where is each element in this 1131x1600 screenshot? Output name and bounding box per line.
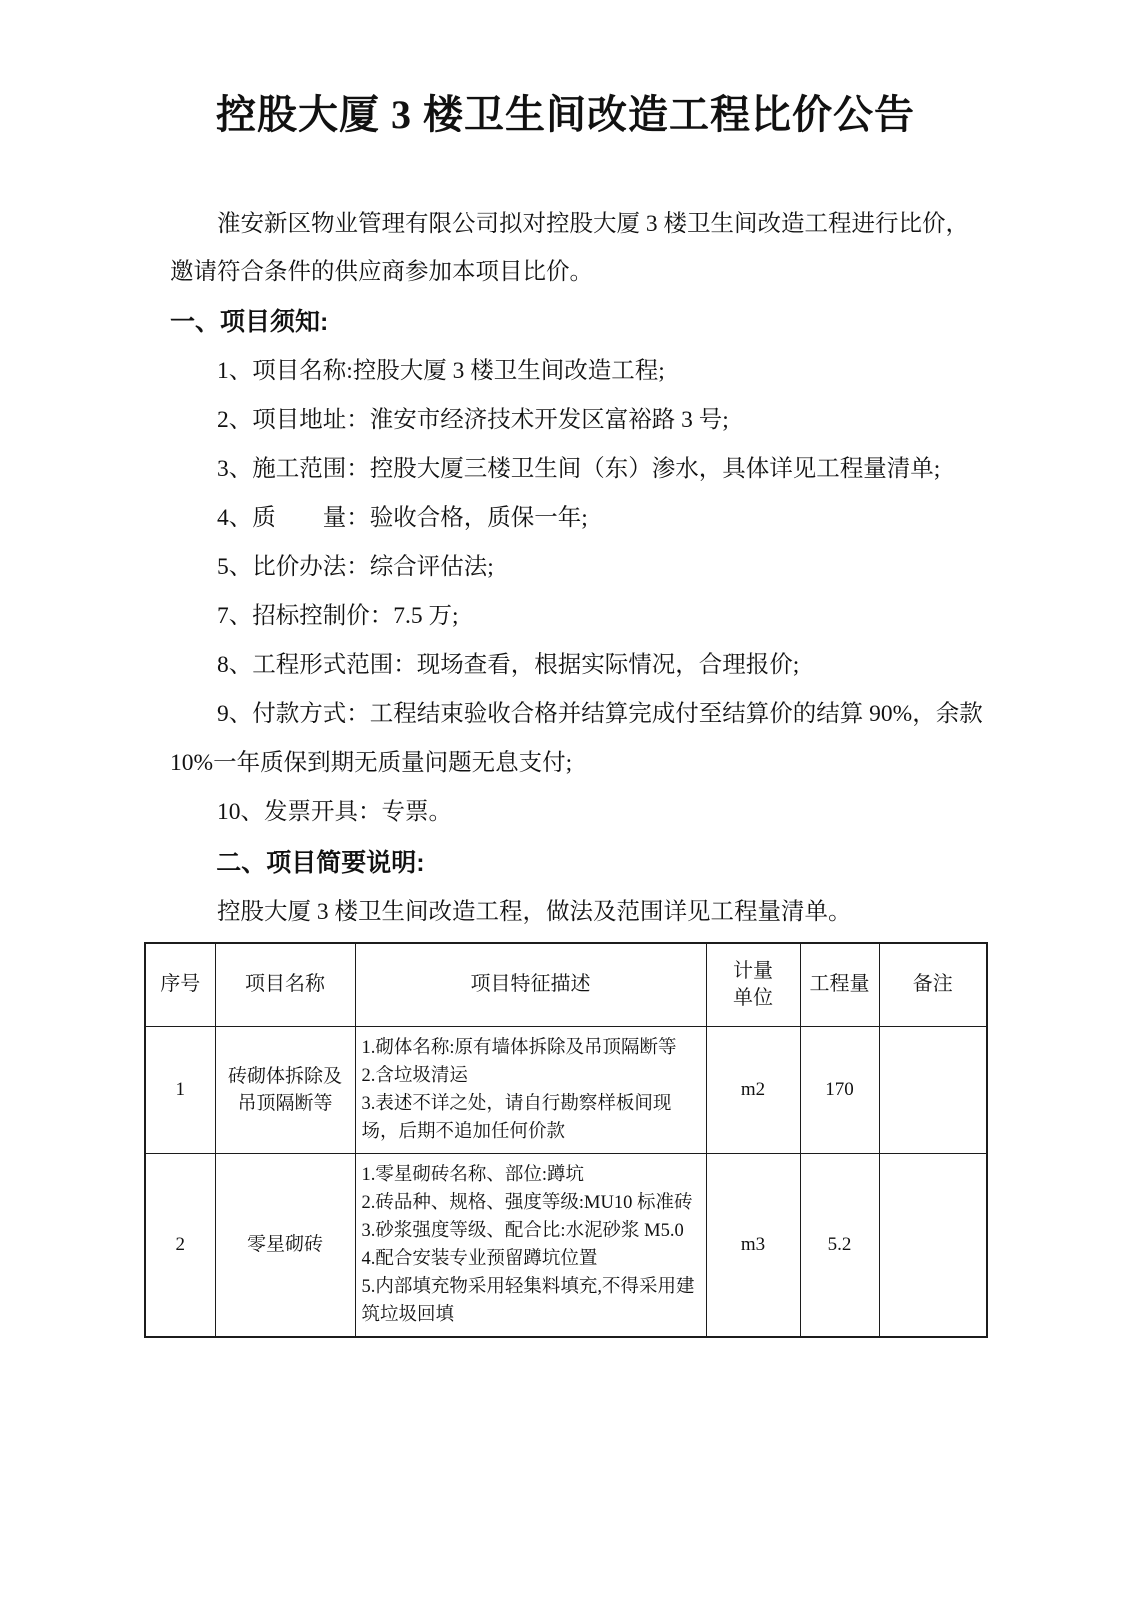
unit-cell: m3 (706, 1153, 800, 1337)
feature-line: 1.砌体名称:原有墙体拆除及吊顶隔断等 (361, 1037, 677, 1058)
intro-paragraph: 淮安新区物业管理有限公司拟对控股大厦 3 楼卫生间改造工程进行比价，邀请符合条件的供应商参加本项目比价。 (170, 211, 969, 285)
note-cell (879, 1026, 987, 1153)
seq-cell: 2 (145, 1153, 215, 1337)
notice-item: 2、项目地址：淮安市经济技术开发区富裕路 3 号; (217, 407, 729, 433)
table-header-cell: 计量单位 (706, 943, 800, 1026)
table-header-cell: 项目名称 (215, 943, 355, 1026)
seq-cell: 1 (145, 1026, 215, 1153)
feature-line: 2.含垃圾清运 (361, 1065, 468, 1086)
section2-intro: 控股大厦 3 楼卫生间改造工程，做法及范围详见工程量清单。 (217, 899, 852, 925)
page-title: 控股大厦 3 楼卫生间改造工程比价公告 (216, 92, 915, 137)
quantity-cell: 5.2 (800, 1153, 879, 1337)
name-cell: 砖砌体拆除及吊顶隔断等 (215, 1026, 355, 1153)
feature-line: 5.内部填充物采用轻集料填充,不得采用建筑垃圾回填 (361, 1276, 695, 1325)
note-cell (879, 1153, 987, 1337)
bill-of-quantities-table (144, 942, 988, 1338)
feature-line: 4.配合安装专业预留蹲坑位置 (361, 1248, 598, 1269)
notice-item: 9、付款方式：工程结束验收合格并结算完成付至结算价的结算 90%，余款 10%一年质保到期无质量问题无息支付; (170, 701, 983, 776)
feature-line: 3.表述不详之处，请自行勘察样板间现场，后期不追加任何价款 (361, 1093, 672, 1142)
table-header-cell: 备注 (879, 943, 987, 1026)
table-header-cell: 序号 (145, 943, 215, 1026)
table-header-cell: 项目特征描述 (355, 943, 706, 1026)
feature-line: 1.零星砌砖名称、部位:蹲坑 (361, 1164, 585, 1185)
table-body (145, 1026, 987, 1337)
notice-item: 7、招标控制价：7.5 万; (217, 603, 459, 629)
section1-heading: 一、项目须知: (170, 308, 329, 336)
section2-heading: 二、项目简要说明: (216, 849, 425, 877)
notice-item: 4、质 量：验收合格，质保一年; (217, 505, 588, 531)
table-row (145, 1026, 987, 1153)
feature-line: 3.砂浆强度等级、配合比:水泥砂浆 M5.0 (361, 1220, 684, 1241)
name-cell: 零星砌砖 (215, 1153, 355, 1337)
notice-item: 1、项目名称:控股大厦 3 楼卫生间改造工程; (217, 358, 665, 384)
features-cell (355, 1026, 706, 1153)
features-cell (355, 1153, 706, 1337)
feature-line: 2.砖品种、规格、强度等级:MU10 标准砖 (361, 1192, 693, 1213)
table-header-cell: 工程量 (800, 943, 879, 1026)
unit-cell: m2 (706, 1026, 800, 1153)
notice-item: 5、比价办法：综合评估法; (217, 554, 494, 580)
quantity-cell: 170 (800, 1026, 879, 1153)
notice-item: 10、发票开具：专票。 (217, 799, 452, 825)
table-row (145, 1153, 987, 1337)
notice-item: 3、施工范围：控股大厦三楼卫生间（东）渗水，具体详见工程量清单; (217, 456, 941, 482)
notice-item: 8、工程形式范围：现场查看，根据实际情况，合理报价; (217, 652, 800, 678)
notice-list (144, 347, 987, 837)
table-header-row (145, 943, 987, 1026)
